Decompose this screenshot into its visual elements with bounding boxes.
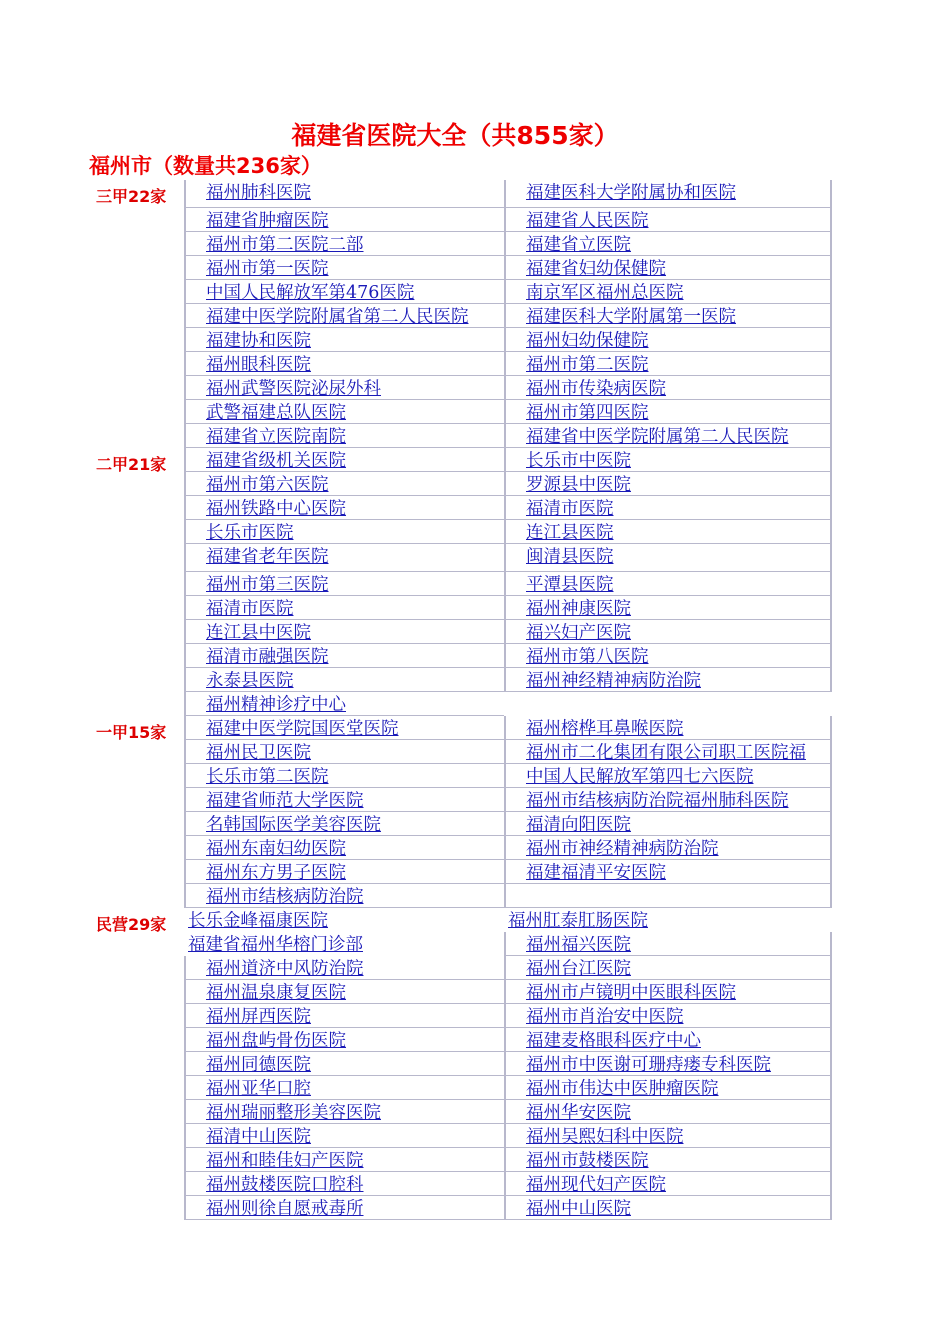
left-cell [184,352,504,376]
hospital-link[interactable]: 福建省立医院 [526,235,631,255]
right-cell [504,716,832,740]
hospital-link[interactable]: 福州东南妇幼医院 [206,839,346,859]
right-cell [504,764,832,788]
left-cell [184,692,504,716]
hospital-link[interactable]: 福建省福州华榕门诊部 [188,935,363,955]
hospital-link[interactable]: 福州市二化集团有限公司职工医院福 [526,743,806,763]
left-cell [184,1076,504,1100]
left-cell [184,668,504,692]
hospital-link[interactable]: 连江县中医院 [206,623,311,643]
left-cell [184,1196,504,1220]
table-row [0,620,950,644]
hospital-link[interactable]: 福清市融强医院 [206,647,329,667]
hospital-link[interactable]: 福建省立医院南院 [206,427,346,447]
left-cell [184,1004,504,1028]
table-row [0,280,950,304]
right-cell [504,1100,832,1124]
hospital-link[interactable]: 福建麦格眼科医疗中心 [526,1031,701,1051]
table-row [0,1028,950,1052]
table-row [0,932,950,956]
table-row [0,232,950,256]
hospital-link[interactable]: 福州亚华口腔 [206,1079,311,1099]
hospital-link[interactable]: 中国人民解放军第四七六医院 [526,767,754,787]
hospital-link[interactable]: 福州市第六医院 [206,475,329,495]
hospital-link[interactable]: 福州市卢镜明中医眼科医院 [526,983,736,1003]
right-cell [504,520,832,544]
hospital-link[interactable]: 福州市第三医院 [206,575,329,595]
page-title: 福建省医院大全（共855家） [291,121,619,150]
table-row [0,1196,950,1220]
right-cell [504,692,832,716]
left-cell [184,764,504,788]
left-cell [184,400,504,424]
left-cell [184,1148,504,1172]
right-cell [504,1148,832,1172]
right-cell [504,472,832,496]
right-cell [504,932,832,956]
hospital-link[interactable]: 福建福清平安医院 [526,863,666,883]
hospital-link[interactable]: 平潭县医院 [526,575,614,595]
table-row [0,256,950,280]
table-row [0,1148,950,1172]
right-cell [504,620,832,644]
left-cell [184,980,504,1004]
hospital-link[interactable]: 福清中山医院 [206,1127,311,1147]
hospital-link[interactable]: 福州中山医院 [526,1199,631,1219]
hospital-link[interactable]: 福州市第四医院 [526,403,649,423]
table-row [0,1004,950,1028]
right-cell [504,1124,832,1148]
hospital-link[interactable]: 福建省老年医院 [206,547,329,567]
hospital-link[interactable]: 福州市第二医院 [526,355,649,375]
hospital-link[interactable]: 福清向阳医院 [526,815,631,835]
hospital-link[interactable]: 长乐金峰福康医院 [188,911,328,931]
right-cell [504,980,832,1004]
hospital-link[interactable]: 福州市中医谢可珊痔瘘专科医院 [526,1055,771,1075]
table-row [0,812,950,836]
table-row [0,668,950,692]
right-cell [504,572,832,596]
hospital-link[interactable]: 福州市结核病防治院 [206,887,364,907]
table-row [0,1124,950,1148]
left-cell [184,280,504,304]
left-cell [184,716,504,740]
left-cell [184,932,504,956]
category-label: 一甲15家 [96,723,167,742]
hospital-link[interactable]: 福建医科大学附属第一医院 [526,307,736,327]
left-cell [184,620,504,644]
hospital-link[interactable]: 福州武警医院泌尿外科 [206,379,381,399]
left-cell [184,520,504,544]
left-cell [184,956,504,980]
hospital-link[interactable]: 连江县医院 [526,523,614,543]
hospital-link[interactable]: 福州妇幼保健院 [526,331,649,351]
table-row [0,520,950,544]
left-cell [184,1124,504,1148]
hospital-link[interactable]: 福州鼓楼医院口腔科 [206,1175,364,1195]
left-cell [184,544,504,572]
hospital-link[interactable]: 长乐市第二医院 [206,767,329,787]
left-cell [184,232,504,256]
right-cell [504,1196,832,1220]
hospital-link[interactable]: 福州道济中风防治院 [206,959,364,979]
table-row [0,1076,950,1100]
left-cell [184,908,504,932]
table-row [0,692,950,716]
table-row [0,716,950,740]
right-cell [504,376,832,400]
hospital-link[interactable]: 福建省级机关医院 [206,451,346,471]
hospital-link[interactable]: 福兴妇产医院 [526,623,631,643]
hospital-link[interactable]: 福州市伟达中医肿瘤医院 [526,1079,719,1099]
table-row [0,352,950,376]
hospital-link[interactable]: 福州则徐自愿戒毒所 [206,1199,364,1219]
table-row [0,788,950,812]
left-cell [184,788,504,812]
left-cell [184,572,504,596]
hospital-link[interactable]: 福州市第一医院 [206,259,329,279]
hospital-link[interactable]: 福建医科大学附属协和医院 [526,183,736,203]
left-cell [184,472,504,496]
table-row [0,472,950,496]
right-cell [504,256,832,280]
hospital-link[interactable]: 福州和睦佳妇产医院 [206,1151,364,1171]
right-cell [504,788,832,812]
hospital-link[interactable]: 福州市传染病医院 [526,379,666,399]
hospital-link[interactable]: 长乐市医院 [206,523,294,543]
hospital-link[interactable]: 福州盘屿骨伤医院 [206,1031,346,1051]
left-cell [184,596,504,620]
hospital-link[interactable]: 福州吴熙妇科中医院 [526,1127,684,1147]
hospital-link[interactable]: 福州神经精神病防治院 [526,671,701,691]
hospital-link[interactable]: 福州肛泰肛肠医院 [508,911,648,931]
hospital-link[interactable]: 武警福建总队医院 [206,403,346,423]
hospital-link[interactable]: 永泰县医院 [206,671,294,691]
hospital-link[interactable]: 福州屏西医院 [206,1007,311,1027]
right-cell [504,352,832,376]
hospital-link[interactable]: 福州神康医院 [526,599,631,619]
table-row [0,328,950,352]
left-cell [184,1052,504,1076]
hospital-link[interactable]: 福州榕桦耳鼻喉医院 [526,719,684,739]
hospital-link[interactable]: 福州市第二医院二部 [206,235,364,255]
left-cell [184,884,504,908]
right-cell [504,860,832,884]
table-row [0,860,950,884]
left-cell [184,180,504,208]
category-label: 三甲22家 [96,187,167,206]
hospital-table [0,180,950,1220]
left-cell [184,208,504,232]
hospital-link[interactable]: 福州东方男子医院 [206,863,346,883]
hospital-link[interactable]: 福州民卫医院 [206,743,311,763]
hospital-link[interactable]: 福州同德医院 [206,1055,311,1075]
hospital-link[interactable]: 名韩国际医学美容医院 [206,815,381,835]
right-cell [504,884,832,908]
hospital-link[interactable]: 福建省中医学院附属第二人民医院 [526,427,789,447]
left-cell [184,1028,504,1052]
left-cell [184,424,504,448]
table-row [0,980,950,1004]
right-cell [504,1052,832,1076]
right-cell [504,1004,832,1028]
table-row [0,956,950,980]
hospital-link[interactable]: 南京军区福州总医院 [526,283,684,303]
hospital-link[interactable]: 福州台江医院 [526,959,631,979]
right-cell [504,1028,832,1052]
hospital-link[interactable]: 福建中医学院国医堂医院 [206,719,399,739]
hospital-link[interactable]: 福州铁路中心医院 [206,499,346,519]
right-cell [504,448,832,472]
hospital-link[interactable]: 福州市肖治安中医院 [526,1007,684,1027]
table-row [0,884,950,908]
table-row [0,400,950,424]
table-row [0,1100,950,1124]
right-cell [504,740,832,764]
table-row [0,544,950,572]
table-row [0,1172,950,1196]
hospital-link[interactable]: 罗源县中医院 [526,475,631,495]
right-cell [504,836,832,860]
table-row [0,764,950,788]
hospital-link[interactable]: 福州精神诊疗中心 [206,695,346,715]
table-row [0,424,950,448]
right-cell [504,1172,832,1196]
right-cell [504,1076,832,1100]
left-cell [184,328,504,352]
table-row [0,448,950,472]
category-label: 民营29家 [96,915,167,934]
right-cell [504,908,832,932]
right-cell [504,668,832,692]
table-row [0,376,950,400]
left-cell [184,1100,504,1124]
hospital-link[interactable]: 福州华安医院 [526,1103,631,1123]
hospital-link[interactable]: 闽清县医院 [526,547,614,567]
right-cell [504,644,832,668]
hospital-link[interactable]: 福建省师范大学医院 [206,791,364,811]
right-cell [504,400,832,424]
hospital-link[interactable]: 福建中医学院附属省第二人民医院 [206,307,469,327]
table-row [0,596,950,620]
hospital-link[interactable]: 福州瑞丽整形美容医院 [206,1103,381,1123]
table-row [0,740,950,764]
hospital-link[interactable]: 福州福兴医院 [526,935,631,955]
right-cell [504,956,832,980]
hospital-link[interactable]: 福清市医院 [526,499,614,519]
right-cell [504,180,832,208]
right-cell [504,424,832,448]
right-cell [504,280,832,304]
left-cell [184,644,504,668]
right-cell [504,596,832,620]
table-row [0,644,950,668]
right-cell [504,544,832,572]
category-label: 二甲21家 [96,455,167,474]
right-cell [504,496,832,520]
left-cell [184,860,504,884]
hospital-link[interactable]: 福州眼科医院 [206,355,311,375]
hospital-link[interactable]: 福州肺科医院 [206,183,311,203]
hospital-link[interactable]: 福建协和医院 [206,331,311,351]
right-cell [504,304,832,328]
left-cell [184,256,504,280]
table-row [0,908,950,932]
left-cell [184,448,504,472]
hospital-link[interactable]: 福建省肿瘤医院 [206,211,329,231]
left-cell [184,304,504,328]
left-cell [184,496,504,520]
right-cell [504,328,832,352]
right-cell [504,232,832,256]
left-cell [184,376,504,400]
table-row [0,180,950,208]
table-row [0,572,950,596]
table-row [0,836,950,860]
table-row [0,496,950,520]
hospital-link[interactable]: 福州市结核病防治院福州肺科医院 [526,791,789,811]
hospital-link[interactable]: 福州市神经精神病防治院 [526,839,719,859]
table-row [0,208,950,232]
hospital-link[interactable]: 福建省人民医院 [526,211,649,231]
hospital-link[interactable]: 福清市医院 [206,599,294,619]
left-cell [184,812,504,836]
hospital-link[interactable]: 中国人民解放军第476医院 [206,283,415,303]
right-cell [504,812,832,836]
left-cell [184,836,504,860]
hospital-link[interactable]: 福州温泉康复医院 [206,983,346,1003]
table-row [0,1052,950,1076]
hospital-link[interactable]: 福州市鼓楼医院 [526,1151,649,1171]
left-cell [184,1172,504,1196]
right-cell [504,208,832,232]
hospital-link[interactable]: 福州市第八医院 [526,647,649,667]
left-cell [184,740,504,764]
hospital-link[interactable]: 福建省妇幼保健院 [526,259,666,279]
hospital-link[interactable]: 福州现代妇产医院 [526,1175,666,1195]
city-heading: 福州市（数量共236家） [89,154,322,178]
table-row [0,304,950,328]
hospital-link[interactable]: 长乐市中医院 [526,451,631,471]
